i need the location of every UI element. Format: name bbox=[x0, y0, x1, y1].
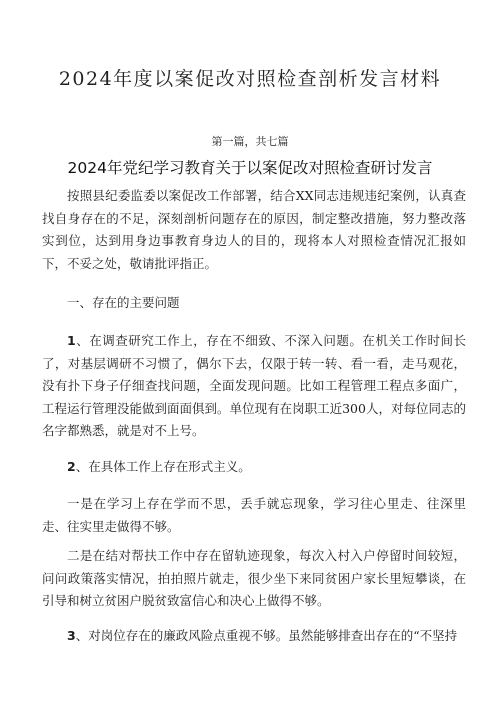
chapter-indicator: 第一篇，共七篇 bbox=[211, 135, 289, 148]
paragraph-text: 、在调查研究工作上，存在不细致、不深入问题。在机关工作时间长了，对基层调研不习惯了，偶尔下去，仅限于转一转、看一看，走马观花，没有扑下身子仔细查找问题，全面发现问题。比如工程管理工程点多面广，工程运行管理没能做到面面俱到。单位现有在岗职工近300人，对每位同志的名字都熟悉，就是对不上号。 bbox=[42, 333, 466, 438]
document-title: 2024年度以案促改对照检查剖析发言材料 bbox=[58, 68, 442, 90]
paragraph-text: 一是在学习上存在学而不思，丢手就忘现象，学习往心里走、往深里走、往实里走做得不够。 bbox=[42, 496, 466, 534]
paragraph-number: 2 bbox=[67, 459, 76, 474]
issue-paragraph-3 bbox=[42, 625, 466, 648]
paragraph-text: 按照县纪委监委以案促改工作部署，结合XX同志违规违纪案例，认真查找自身存在的不足，深刻剖析问题存在的原因，制定整改措施，努力整改落实到位，达到用身边事教育身边人的目的，现将本人对照检查情况汇报如下，不妥之处，敬请批评指正。 bbox=[42, 188, 466, 271]
paragraph-number: 1 bbox=[67, 333, 76, 348]
section-subtitle: 2024年党纪学习教育关于以案促改对照检查研讨发言 bbox=[67, 159, 433, 177]
paragraph-text: 二是在结对帮扶工作中存在留轨迹现象，每次入村入户停留时间较短，问问政策落实情况，拍拍照片就走，很少坐下来同贫困户家长里短攀谈，在引导和树立贫困户脱贫致富信心和决心上做得不够。 bbox=[42, 548, 466, 608]
paragraph-text: 、在具体工作上存在形式主义。 bbox=[75, 459, 251, 474]
section-heading bbox=[42, 292, 466, 315]
paragraph-text: 、对岗位存在的廉政风险点重视不够。虽然能够排查出存在的“不坚持 bbox=[75, 628, 458, 643]
paragraph-text: 一、存在的主要问题 bbox=[67, 295, 180, 310]
issue-paragraph-2 bbox=[42, 456, 466, 479]
intro-paragraph bbox=[42, 185, 466, 275]
sub-paragraph-study bbox=[42, 493, 466, 538]
sub-paragraph-assistance bbox=[42, 545, 466, 613]
paragraph-number: 3 bbox=[67, 628, 76, 643]
issue-paragraph-1 bbox=[42, 330, 466, 443]
